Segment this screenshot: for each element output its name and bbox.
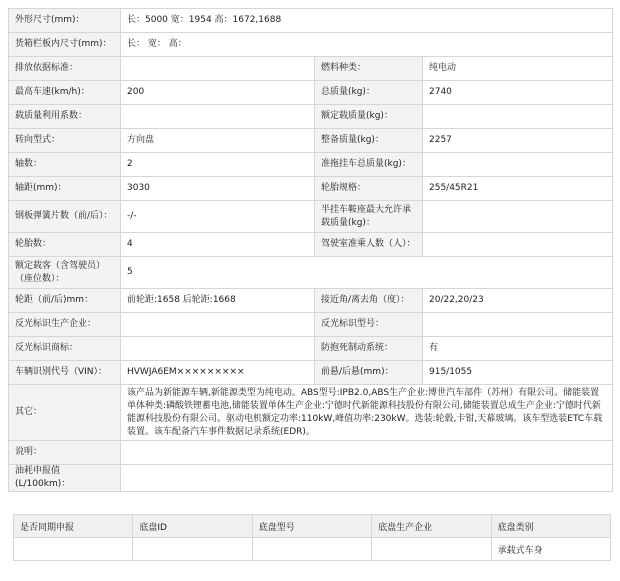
value-saddle-load [423,201,613,233]
label-emission-standard: 排放依据标准： [9,57,121,81]
value-steering: 方向盘 [121,129,315,153]
value-vin: HVWJA6EM××××××××× [121,361,315,385]
chassis-table [13,514,611,561]
label-other: 其它： [9,385,121,441]
spec-row-dimensions [9,9,613,33]
value-cargo-box: 长： 宽： 高： [121,33,613,57]
chassis-cell-concurrent [14,538,133,561]
spec-row-vin-overhang [9,361,613,385]
chassis-data-row [14,538,611,561]
label-saddle-load: 半挂车鞍座最大允许承载质量(kg)： [315,201,423,233]
spec-row-cargo-box [9,33,613,57]
spec-row-fuel-consumption [9,465,613,492]
label-rated-seats: 额定载客（含驾驶员）（座位数）： [9,257,121,289]
chassis-header-category: 底盘类别 [491,515,610,538]
label-leaf-springs: 钢板弹簧片数（前/后）： [9,201,121,233]
label-rated-load: 额定载质量(kg)： [315,105,423,129]
value-reflector-maker [121,313,315,337]
label-dimensions: 外形尺寸(mm)： [9,9,121,33]
spec-row-emission-fuel [9,57,613,81]
label-tire-spec: 轮胎规格： [315,177,423,201]
value-rated-seats: 5 [121,257,613,289]
label-vin: 车辆识别代号（VIN）： [9,361,121,385]
value-fuel-consumption [121,465,613,492]
value-max-speed: 200 [121,81,315,105]
chassis-header-maker: 底盘生产企业 [372,515,491,538]
label-load-coefficient: 载质量利用系数： [9,105,121,129]
value-overhang: 915/1055 [423,361,613,385]
value-curb-mass: 2257 [423,129,613,153]
value-trailer-mass [423,153,613,177]
chassis-cell-maker [372,538,491,561]
value-total-mass: 2740 [423,81,613,105]
spec-row-reflector-maker [9,313,613,337]
spec-table [8,8,613,492]
spec-row-steering-curb [9,129,613,153]
label-wheelbase: 轴距(mm)： [9,177,121,201]
value-track: 前轮距:1658 后轮距:1668 [121,289,315,313]
value-dimensions: 长：5000 宽：1954 高：1672,1688 [121,9,613,33]
value-fuel-type: 纯电动 [423,57,613,81]
label-reflector-brand: 反光标识商标： [9,337,121,361]
label-steering: 转向型式： [9,129,121,153]
value-load-coefficient [121,105,315,129]
label-total-mass: 总质量(kg)： [315,81,423,105]
label-trailer-mass: 准拖挂车总质量(kg)： [315,153,423,177]
value-rated-load [423,105,613,129]
label-curb-mass: 整备质量(kg)： [315,129,423,153]
label-max-speed: 最高车速(km/h)： [9,81,121,105]
spec-row-speed-mass [9,81,613,105]
spec-row-tires-cab [9,233,613,257]
spec-row-seats [9,257,613,289]
value-tire-spec: 255/45R21 [423,177,613,201]
spec-row-notes [9,441,613,465]
value-abs: 有 [423,337,613,361]
chassis-header-model: 底盘型号 [252,515,371,538]
spec-row-other [9,385,613,441]
value-approach-departure: 20/22,20/23 [423,289,613,313]
label-reflector-maker: 反光标识生产企业： [9,313,121,337]
spec-row-axles-trailer [9,153,613,177]
chassis-cell-model [252,538,371,561]
label-notes: 说明： [9,441,121,465]
spec-row-springs-saddle [9,201,613,233]
label-axle-count: 轴数： [9,153,121,177]
label-cab-capacity: 驾驶室准乘人数（人）： [315,233,423,257]
spec-row-track-angles [9,289,613,313]
label-fuel-consumption: 油耗申报值(L/100km)： [9,465,121,492]
label-abs: 防抱死制动系统： [315,337,423,361]
chassis-header-id: 底盘ID [133,515,252,538]
spec-row-load [9,105,613,129]
label-tire-count: 轮胎数： [9,233,121,257]
label-cargo-box: 货箱栏板内尺寸(mm)： [9,33,121,57]
label-reflector-model: 反光标识型号： [315,313,423,337]
value-tire-count: 4 [121,233,315,257]
label-track: 轮距（前/后)mm： [9,289,121,313]
chassis-cell-category: 承载式车身 [491,538,610,561]
chassis-header-row [14,515,611,538]
value-reflector-model [423,313,613,337]
value-reflector-brand [121,337,315,361]
value-axle-count: 2 [121,153,315,177]
label-overhang: 前悬/后悬(mm)： [315,361,423,385]
chassis-cell-id [133,538,252,561]
value-cab-capacity [423,233,613,257]
chassis-header-concurrent: 是否同期申报 [14,515,133,538]
value-notes [121,441,613,465]
label-fuel-type: 燃料种类： [315,57,423,81]
value-leaf-springs: -/- [121,201,315,233]
spec-row-wheelbase-tire [9,177,613,201]
value-other: 该产品为新能源车辆,新能源类型为纯电动。ABS型号:IPB2.0,ABS生产企业:博世汽车部件（苏州）有限公司。储能装置单体种类:磷酸铁锂蓄电池,储能装置单体生产企业:宁德时代新能源科技股份有限公司,储能装置总成生产企业:宁德时代新能源科技股份有限公司。驱动电机额定功率:110kW,峰值功率:230kW。选装:轮毂,卡钳,天幕玻璃。该车型选装ETC车载装置。该车配备汽车事件数据记录系统(EDR)。 [121,385,613,441]
spec-row-reflector-brand-abs [9,337,613,361]
label-approach-departure: 接近角/离去角（度）： [315,289,423,313]
value-emission-standard [121,57,315,81]
value-wheelbase: 3030 [121,177,315,201]
